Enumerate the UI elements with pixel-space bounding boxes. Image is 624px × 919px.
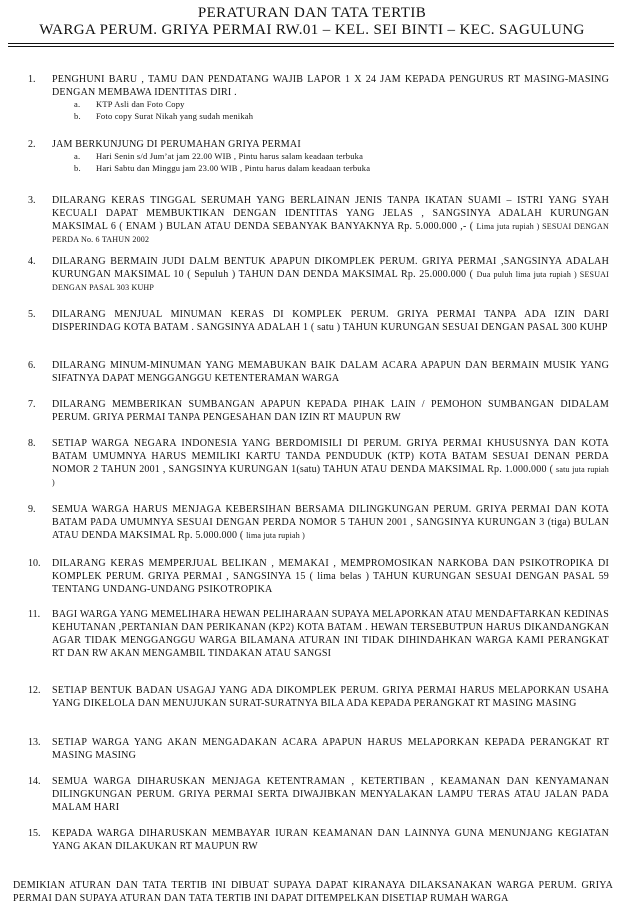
rule-text-tail: Lima juta rupiah ) SESUAI DENGAN PERDA No. 6 TAHUN 2002 xyxy=(52,222,609,244)
rule-number: 8. xyxy=(28,438,36,449)
rule-text xyxy=(52,138,609,174)
document-subtitle: WARGA PERUM. GRIYA PERMAI RW.01 – KEL. SEI BINTI – KEC. SAGULUNG xyxy=(39,22,585,38)
rule-text-tail: Dua puluh lima juta rupiah ) SESUAI DENGAN PASAL 303 KUHP xyxy=(52,270,610,292)
subitem-text: Foto copy Surat Nikah yang sudah menikah xyxy=(96,110,254,121)
subitem-letter: b. xyxy=(74,162,81,173)
rule-text-main: PENGHUNI BARU , TAMU DAN PENDATANG WAJIB LAPOR 1 X 24 JAM KEPADA PENGURUS RT MASING-MASING DENGAN MEMBAWA IDENTITAS DIRI . xyxy=(52,74,609,98)
title-divider-2 xyxy=(8,46,614,47)
rule-number: 13. xyxy=(28,737,41,748)
rule-text-main: DILARANG MENJUAL MINUMAN KERAS DI KOMPLEK PERUM. GRIYA PERMAI TANPA ADA IZIN DARI DISPERINDAG KOTA BATAM . SANGSINYA ADALAH 1 ( satu ) TAHUN KURUNGAN SESUAI DENGAN PASAL 300 KUHP xyxy=(52,309,609,333)
subitem-text: KTP Asli dan Foto Copy xyxy=(96,99,185,109)
rule-number: 4. xyxy=(28,256,36,267)
rule-text-main: SETIAP BENTUK BADAN USAGAJ YANG ADA DIKOMPLEK PERUM. GRIYA PERMAI HARUS MELAPORKAN USAHA YANG DIKELOLA DAN MENUJUKAN SURAT-SURATNYA BILA ADA KEPADA PERANGKAT RT MASING MASING xyxy=(52,685,609,709)
rule-number: 15. xyxy=(28,828,41,839)
closing-statement: DEMIKIAN ATURAN DAN TATA TERTIB INI DIBUAT SUPAYA DAPAT KIRANAYA DILAKSANAKAN WARGA PERUM. GRIYA PERMAI DAN SUPAYA ATURAN DAN TATA TERTIB INI DAPAT DITEMPELKAN DISETIAP RUMAH WARGA xyxy=(13,880,613,904)
rule-text-main: DILARANG MEMBERIKAN SUMBANGAN APAPUN KEPADA PIHAK LAIN / PEMOHON SUMBANGAN DIDALAM PERUM. GRIYA PERMAI TANPA PENGESAHAN DAN IZIN RT MAUPUN RW xyxy=(52,399,609,423)
rule-number: 1. xyxy=(28,74,36,85)
rule-text xyxy=(52,73,609,122)
rule-text-main: JAM BERKUNJUNG DI PERUMAHAN GRIYA PERMAI xyxy=(52,139,301,150)
subitem-text: Hari Sabtu dan Minggu jam 23.00 WIB , Pintu harus dalam keadaan terbuka xyxy=(96,162,371,173)
rule-number: 9. xyxy=(28,504,36,515)
rule-number: 5. xyxy=(28,309,36,320)
rule-subitem xyxy=(52,99,609,111)
document-title: PERATURAN DAN TATA TERTIB xyxy=(197,5,427,21)
rule-text xyxy=(52,775,609,814)
subitem-letter: a. xyxy=(74,99,81,109)
rule-text xyxy=(52,398,609,424)
rule-text-main: DILARANG BERMAIN JUDI DALM BENTUK APAPUN DIKOMPLEK PERUM. GRIYA PERMAI ,SANGSINYA ADALAH KURUNGAN MAKSIMAL 10 ( Sepuluh ) TAHUN DAN DENDA MAKSIMAL Rp. 25.000.000 ( xyxy=(52,256,609,280)
rule-number: 2. xyxy=(28,139,36,150)
rule-text xyxy=(52,194,609,246)
rule-text-tail: satu juta rupiah ) xyxy=(52,465,609,487)
rule-text-main: DILARANG MINUM-MINUMAN YANG MEMABUKAN BAIK DALAM ACARA APAPUN DAN BERMAIN MUSIK YANG SIFATNYA DAPAT MENGGANGGU KETENTERAMAN WARGA xyxy=(52,360,609,384)
rule-subitem xyxy=(52,111,609,123)
rule-subitem xyxy=(52,163,609,175)
rule-subitem xyxy=(52,151,609,163)
rule-text xyxy=(52,503,609,542)
rule-text xyxy=(52,827,609,853)
rule-number: 7. xyxy=(28,399,36,410)
rule-number: 6. xyxy=(28,360,36,371)
rule-text-main: SEMUA WARGA HARUS MENJAGA KEBERSIHAN BERSAMA DILINGKUNGAN PERUM. GRIYA PERMAI DAN KOTA BATAM PADA UMUMNYA SESUAI DENGAN PERDA NOMOR 5 TAHUN 2001 , SANGSINYA KURUNGAN 3 (tiga) BULAN ATAU DENDA MAKSIMAL Rp. 5.000.000 ( xyxy=(52,504,609,541)
rule-text-main: DILARANG KERAS TINGGAL SERUMAH YANG BERLAINAN JENIS TANPA IKATAN SUAMI – ISTRI YANG SYAH KECUALI DAPAT MEMBUKTIKAN DENGAN IDENTITAS YANG JELAS , SANGSINYA ADALAH KURUNGAN MAKSIMAL 6 ( ENAM ) BULAN ATAU DENDA SEBANYAK BANYAKNYA Rp. 5.000.000 ,- ( xyxy=(52,195,609,232)
rule-text-main: SETIAP WARGA NEGARA INDONESIA YANG BERDOMISILI DI PERUM. GRIYA PERMAI KHUSUSNYA DAN KOTA BATAM UMUMNYA HARUS MEMILIKI KARTU TANDA PENDUDUK (KTP) KOTA BATAM SESUAI DENAN PERDA NOMOR 2 TAHUN 2001 , SANGSINYA KURUNGAN 1(satu) TAHUN ATAU DENDA MAKSIMAL Rp. 1.000.000 ( xyxy=(52,438,609,475)
subitem-text: Hari Senin s/d Jum’at jam 22.00 WIB , Pintu harus salam keadaan terbuka xyxy=(96,151,364,161)
rule-text xyxy=(52,437,609,489)
rule-text xyxy=(52,608,609,660)
rule-text xyxy=(52,736,609,762)
title-divider xyxy=(8,43,614,44)
rule-text-main: KEPADA WARGA DIHARUSKAN MEMBAYAR IURAN KEAMANAN DAN LAINNYA GUNA MENUNJANG KEGIATAN YANG AKAN DILAKUKAN RT MAUPUN RW xyxy=(52,828,609,852)
rule-number: 14. xyxy=(28,776,41,787)
rule-text xyxy=(52,557,609,596)
rule-text xyxy=(52,308,609,334)
rule-text-main: SETIAP WARGA YANG AKAN MENGADAKAN ACARA APAPUN HARUS MELAPORKAN KEPADA PERANGKAT RT MASING MASING xyxy=(52,737,609,761)
subitem-letter: a. xyxy=(74,151,81,161)
rule-number: 11. xyxy=(28,609,41,620)
rule-number: 12. xyxy=(28,685,41,696)
rule-text-main: BAGI WARGA YANG MEMELIHARA HEWAN PELIHARAAN SUPAYA MELAPORKAN ATAU MENDAFTARKAN KEDINAS KEHUTANAN ,PERTANIAN DAN PERIKANAN (KP2) KOTA BATAM . HEWAN TERSEBUTPUN HARUS DIKANDANGKAN AGAR TIDAK MENGGANGGU WARGA BILAMANA ATURAN INI TIDAK DIHINDAHKAN WARGA KAMI PERANGKAT RT DAN RW AKAN MENGAMBIL TINDAKAN ATAU SANGSI xyxy=(52,609,609,659)
rule-number: 10. xyxy=(28,558,41,569)
rule-text xyxy=(52,255,609,294)
rule-number: 3. xyxy=(28,195,36,206)
subitem-letter: b. xyxy=(74,110,81,121)
rule-text-tail: lima juta rupiah ) xyxy=(246,531,306,540)
rule-text xyxy=(52,359,609,385)
rule-text-main: SEMUA WARGA DIHARUSKAN MENJAGA KETENTRAMAN , KETERTIBAN , KEAMANAN DAN KENYAMANAN DILINGKUNGAN PERUM. GRIYA PERMAI SERTA DIWAJIBKAN MENYALAKAN LAMPU TERAS ATAU JALAN PADA MALAM HARI xyxy=(52,776,609,813)
rule-text xyxy=(52,684,609,710)
rule-text-main: DILARANG KERAS MEMPERJUAL BELIKAN , MEMAKAI , MEMPROMOSIKAN NARKOBA DAN PSIKOTROPIKA DI KOMPLEK PERUM. GRIYA PERMAI , SANGSINYA 15 ( lima belas ) TAHUN KURUNGAN SESUAI DENGAN PASAL 59 TENTANG UNDANG-UNDANG PSIKOTROPIKA xyxy=(52,558,609,595)
